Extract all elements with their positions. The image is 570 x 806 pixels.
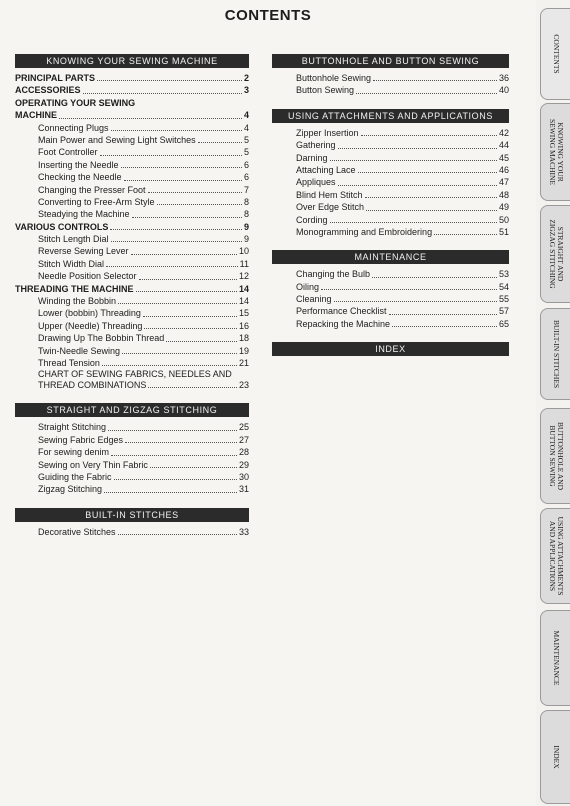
dot-leader bbox=[361, 135, 497, 136]
section-header: STRAIGHT AND ZIGZAG STITCHING bbox=[15, 403, 249, 417]
toc-entry-text: PRINCIPAL PARTS bbox=[15, 72, 96, 83]
page-number: 8 bbox=[243, 196, 249, 207]
page-number: 21 bbox=[238, 357, 249, 368]
right-column bbox=[272, 54, 509, 356]
dot-leader bbox=[83, 93, 242, 94]
section-header: BUTTONHOLE AND BUTTON SEWING bbox=[272, 54, 509, 68]
toc-entry[interactable] bbox=[272, 164, 509, 176]
toc-entry-text: Changing the Bulb bbox=[296, 269, 371, 280]
toc-section bbox=[272, 54, 509, 97]
toc-entry[interactable] bbox=[272, 318, 509, 330]
dot-leader bbox=[106, 266, 238, 267]
toc-entry-lastline bbox=[38, 380, 249, 391]
toc-entry-text: Over Edge Stitch bbox=[296, 202, 365, 213]
toc-entry[interactable] bbox=[15, 184, 249, 196]
dot-leader bbox=[131, 254, 237, 255]
page-number: 65 bbox=[498, 318, 509, 329]
toc-entry[interactable] bbox=[15, 196, 249, 208]
toc-heading-entry[interactable] bbox=[15, 283, 249, 295]
toc-section bbox=[15, 54, 249, 391]
dot-leader bbox=[124, 180, 242, 181]
dot-leader bbox=[59, 118, 242, 119]
toc-entry-text: Needle Position Selector bbox=[38, 271, 137, 282]
toc-entry-text: Drawing Up The Bobbin Thread bbox=[38, 333, 165, 344]
toc-entry-text: Performance Checklist bbox=[296, 306, 387, 317]
page-number: 49 bbox=[498, 202, 509, 213]
toc-heading-entry[interactable] bbox=[15, 221, 249, 233]
dot-leader bbox=[118, 534, 237, 535]
page-title: CONTENTS bbox=[224, 7, 312, 24]
toc-entry-text: Reverse Sewing Lever bbox=[38, 246, 129, 257]
toc-entry[interactable] bbox=[272, 139, 509, 151]
dot-leader bbox=[373, 80, 497, 81]
section-header: BUILT-IN STITCHES bbox=[15, 508, 249, 522]
toc-entry-text: Stitch Length Dial bbox=[38, 234, 109, 245]
toc-entry[interactable] bbox=[15, 526, 249, 538]
toc-entry[interactable] bbox=[15, 320, 249, 332]
dot-leader bbox=[111, 241, 242, 242]
page-number: 19 bbox=[238, 345, 249, 356]
toc-entry-text: Lower (bobbin) Threading bbox=[38, 308, 141, 319]
tab-label: KNOWING YOUR SEWING MACHINE bbox=[547, 118, 565, 186]
toc-entry-text: Zipper Insertion bbox=[296, 127, 359, 138]
dot-leader bbox=[108, 430, 237, 431]
toc-entry-text: Twin-Needle Sewing bbox=[38, 345, 121, 356]
toc-entry[interactable] bbox=[15, 345, 249, 357]
page-number: 3 bbox=[243, 85, 249, 96]
toc-entry-text: Decorative Stitches bbox=[38, 526, 116, 537]
toc-entry-text: Darning bbox=[296, 152, 328, 163]
page-number: 29 bbox=[238, 459, 249, 470]
toc-entry-text: Checking the Needle bbox=[38, 172, 122, 183]
toc-entry[interactable] bbox=[272, 189, 509, 201]
toc-entry[interactable] bbox=[15, 421, 249, 433]
toc-heading-entry[interactable] bbox=[15, 84, 249, 96]
toc-entry-text: Button Sewing bbox=[296, 85, 355, 96]
toc-entry-text: Winding the Bobbin bbox=[38, 296, 117, 307]
page-number: 30 bbox=[238, 471, 249, 482]
toc-heading-entry[interactable] bbox=[15, 109, 249, 121]
toc-entry[interactable] bbox=[15, 270, 249, 282]
dot-leader bbox=[143, 316, 237, 317]
dot-leader bbox=[157, 204, 242, 205]
dot-leader bbox=[139, 279, 237, 280]
toc-entry-text: Foot Controller bbox=[38, 147, 98, 158]
dot-leader bbox=[150, 467, 237, 468]
toc-entry[interactable] bbox=[272, 293, 509, 305]
toc-entry[interactable] bbox=[15, 357, 249, 369]
toc-entry-text: VARIOUS CONTROLS bbox=[15, 221, 109, 232]
dot-leader bbox=[358, 172, 497, 173]
toc-entry-text: Upper (Needle) Threading bbox=[38, 320, 143, 331]
toc-entry[interactable] bbox=[15, 332, 249, 344]
toc-entry[interactable] bbox=[272, 305, 509, 317]
tab-label: BUTTONHOLE AND BUTTON SEWING bbox=[547, 422, 565, 490]
page-number: 10 bbox=[238, 246, 249, 257]
toc-entry[interactable] bbox=[272, 127, 509, 139]
page-number: 40 bbox=[498, 85, 509, 96]
page-number: 55 bbox=[498, 294, 509, 305]
page-number: 18 bbox=[238, 333, 249, 344]
page-number: 51 bbox=[498, 226, 509, 237]
page-number: 6 bbox=[243, 159, 249, 170]
tab-built-in-stitches[interactable] bbox=[540, 308, 570, 400]
toc-entry[interactable] bbox=[15, 483, 249, 495]
toc-entry[interactable] bbox=[15, 471, 249, 483]
page-number: 7 bbox=[243, 184, 249, 195]
toc-entry[interactable] bbox=[15, 369, 249, 391]
toc-entry-text: THREAD COMBINATIONS bbox=[38, 380, 147, 391]
page-number: 47 bbox=[498, 177, 509, 188]
dot-leader bbox=[110, 229, 242, 230]
toc-section bbox=[272, 109, 509, 239]
dot-leader bbox=[111, 455, 237, 456]
page-number: 11 bbox=[239, 258, 249, 269]
toc-entry[interactable] bbox=[15, 233, 249, 245]
section-header: MAINTENANCE bbox=[272, 250, 509, 264]
dot-leader bbox=[334, 301, 497, 302]
toc-entry[interactable] bbox=[15, 134, 249, 146]
page-number: 57 bbox=[498, 306, 509, 317]
dot-leader bbox=[338, 148, 497, 149]
page-number: 4 bbox=[243, 122, 249, 133]
dot-leader bbox=[338, 185, 497, 186]
page-number: 53 bbox=[498, 269, 509, 280]
toc-entry-text: Cording bbox=[296, 214, 328, 225]
dot-leader bbox=[125, 442, 237, 443]
toc-entry-text: Inserting the Needle bbox=[38, 159, 119, 170]
toc-entry-text: Blind Hem Stitch bbox=[296, 189, 363, 200]
toc-entry-text: Gathering bbox=[296, 140, 336, 151]
toc-entry[interactable] bbox=[272, 226, 509, 238]
tab-knowing-your-sewing-machine[interactable] bbox=[540, 103, 570, 201]
toc-entry-text: For sewing denim bbox=[38, 447, 110, 458]
toc-entry-text: Straight Stitching bbox=[38, 422, 107, 433]
page-number: 50 bbox=[498, 214, 509, 225]
page-number: 9 bbox=[243, 221, 249, 232]
toc-heading-text: OPERATING YOUR SEWING bbox=[15, 97, 136, 108]
toc-entry-text: Cleaning bbox=[296, 294, 332, 305]
page-number: 25 bbox=[238, 422, 249, 433]
page-number: 46 bbox=[498, 164, 509, 175]
toc-entry[interactable] bbox=[15, 122, 249, 134]
toc-entry-text: Stitch Width Dial bbox=[38, 258, 105, 269]
tab-using-attachments-and-applications[interactable] bbox=[540, 508, 570, 604]
page-number: 14 bbox=[238, 283, 249, 294]
toc-entry-text: Monogramming and Embroidering bbox=[296, 226, 433, 237]
toc-entry[interactable] bbox=[15, 258, 249, 270]
dot-leader bbox=[104, 492, 237, 493]
tab-label: INDEX bbox=[551, 745, 561, 769]
toc-entry-text: Buttonhole Sewing bbox=[296, 72, 372, 83]
dot-leader bbox=[144, 328, 237, 329]
page-number: 16 bbox=[238, 320, 249, 331]
toc-entry-text: Converting to Free-Arm Style bbox=[38, 196, 155, 207]
toc-entry[interactable] bbox=[15, 146, 249, 158]
dot-leader bbox=[100, 155, 242, 156]
dot-leader bbox=[198, 142, 242, 143]
page-number: 5 bbox=[243, 134, 249, 145]
dot-leader bbox=[102, 365, 237, 366]
tab-label: STRAIGHT AND ZIGZAG STITCHING bbox=[547, 219, 565, 289]
toc-entry-text: Oiling bbox=[296, 281, 320, 292]
toc-entry[interactable] bbox=[272, 268, 509, 280]
dot-leader bbox=[121, 167, 242, 168]
page-number: 31 bbox=[238, 484, 249, 495]
toc-entry-text: Sewing on Very Thin Fabric bbox=[38, 459, 148, 470]
dot-leader bbox=[166, 341, 237, 342]
toc-entry[interactable] bbox=[15, 159, 249, 171]
dot-leader bbox=[321, 289, 497, 290]
toc-section bbox=[15, 508, 249, 538]
tab-label: MAINTENANCE bbox=[551, 630, 561, 686]
dot-leader bbox=[136, 291, 237, 292]
left-column bbox=[15, 54, 249, 550]
toc-entry[interactable] bbox=[15, 446, 249, 458]
page-number: 33 bbox=[238, 526, 249, 537]
dot-leader bbox=[97, 80, 242, 81]
section-header: KNOWING YOUR SEWING MACHINE bbox=[15, 54, 249, 68]
toc-section bbox=[15, 403, 249, 495]
tab-buttonhole-and-button-sewing[interactable] bbox=[540, 408, 570, 504]
page-number: 5 bbox=[243, 147, 249, 158]
toc-entry-text: Guiding the Fabric bbox=[38, 471, 112, 482]
toc-entry[interactable] bbox=[15, 245, 249, 257]
page-number: 9 bbox=[243, 234, 249, 245]
tab-label: BUILT-IN STITCHES bbox=[551, 320, 561, 388]
dot-leader bbox=[114, 479, 237, 480]
page-number: 2 bbox=[243, 72, 249, 83]
page-number: 27 bbox=[238, 434, 249, 445]
page-number: 23 bbox=[238, 380, 249, 391]
index-header[interactable]: INDEX bbox=[272, 342, 509, 356]
page-number: 12 bbox=[238, 271, 249, 282]
dot-leader bbox=[365, 197, 497, 198]
toc-entry-text: Appliques bbox=[296, 177, 336, 188]
page-number: 45 bbox=[498, 152, 509, 163]
page-number: 15 bbox=[238, 308, 249, 319]
toc-entry-text: ACCESSORIES bbox=[15, 85, 81, 96]
section-tabs bbox=[536, 0, 570, 806]
toc-entry-text: THREADING THE MACHINE bbox=[15, 283, 134, 294]
tab-label: CONTENTS bbox=[551, 34, 561, 74]
toc-entry-text: Changing the Presser Foot bbox=[38, 184, 146, 195]
toc-entry-text: Main Power and Sewing Light Switches bbox=[38, 134, 196, 145]
tab-contents[interactable] bbox=[540, 8, 570, 100]
toc-entry-text: Steadying the Machine bbox=[38, 209, 130, 220]
toc-entry-text: Thread Tension bbox=[38, 357, 100, 368]
toc-entry-text: Attaching Lace bbox=[296, 164, 356, 175]
dot-leader bbox=[148, 387, 237, 388]
dot-leader bbox=[434, 234, 497, 235]
page-number: 6 bbox=[243, 172, 249, 183]
tab-index[interactable] bbox=[540, 710, 570, 804]
toc-entry[interactable] bbox=[15, 459, 249, 471]
dot-leader bbox=[132, 217, 242, 218]
toc-entry[interactable] bbox=[272, 176, 509, 188]
toc-entry[interactable] bbox=[272, 84, 509, 96]
page-number: 28 bbox=[238, 447, 249, 458]
toc-entry[interactable] bbox=[15, 171, 249, 183]
dot-leader bbox=[118, 303, 237, 304]
toc-entry-text: Sewing Fabric Edges bbox=[38, 434, 124, 445]
toc-entry[interactable] bbox=[272, 201, 509, 213]
toc-entry-text: Connecting Plugs bbox=[38, 122, 109, 133]
dot-leader bbox=[366, 210, 497, 211]
toc-heading-entry[interactable] bbox=[15, 72, 249, 84]
page-number: 54 bbox=[498, 281, 509, 292]
toc-entry[interactable] bbox=[272, 72, 509, 84]
page-number: 36 bbox=[498, 72, 509, 83]
dot-leader bbox=[389, 314, 497, 315]
page-number: 44 bbox=[498, 140, 509, 151]
toc-entry-text: CHART OF SEWING FABRICS, NEEDLES AND bbox=[38, 369, 232, 380]
toc-entry-text: Zigzag Stitching bbox=[38, 484, 103, 495]
page-number: 4 bbox=[243, 110, 249, 121]
toc-section bbox=[272, 250, 509, 330]
dot-leader bbox=[148, 192, 242, 193]
tab-maintenance[interactable] bbox=[540, 610, 570, 706]
page-number: 8 bbox=[243, 209, 249, 220]
dot-leader bbox=[330, 160, 497, 161]
toc-entry[interactable] bbox=[272, 152, 509, 164]
toc-entry[interactable] bbox=[272, 214, 509, 226]
dot-leader bbox=[122, 353, 237, 354]
toc-entry-text: MACHINE bbox=[15, 110, 57, 121]
tab-label: USING ATTACHMENTS AND APPLICATIONS bbox=[547, 516, 565, 596]
section-header: USING ATTACHMENTS AND APPLICATIONS bbox=[272, 109, 509, 123]
dot-leader bbox=[111, 130, 242, 131]
page-number: 48 bbox=[498, 189, 509, 200]
toc-entry[interactable] bbox=[272, 281, 509, 293]
page-number: 42 bbox=[498, 127, 509, 138]
dot-leader bbox=[356, 93, 497, 94]
dot-leader bbox=[330, 222, 497, 223]
toc-entry[interactable] bbox=[15, 434, 249, 446]
toc-entry[interactable] bbox=[15, 307, 249, 319]
toc-entry[interactable] bbox=[15, 295, 249, 307]
dot-leader bbox=[372, 277, 497, 278]
toc-entry[interactable] bbox=[15, 208, 249, 220]
toc-entry-text: Repacking the Machine bbox=[296, 318, 391, 329]
page-number: 14 bbox=[238, 296, 249, 307]
dot-leader bbox=[392, 326, 497, 327]
tab-straight-and-zigzag-stitching[interactable] bbox=[540, 205, 570, 303]
